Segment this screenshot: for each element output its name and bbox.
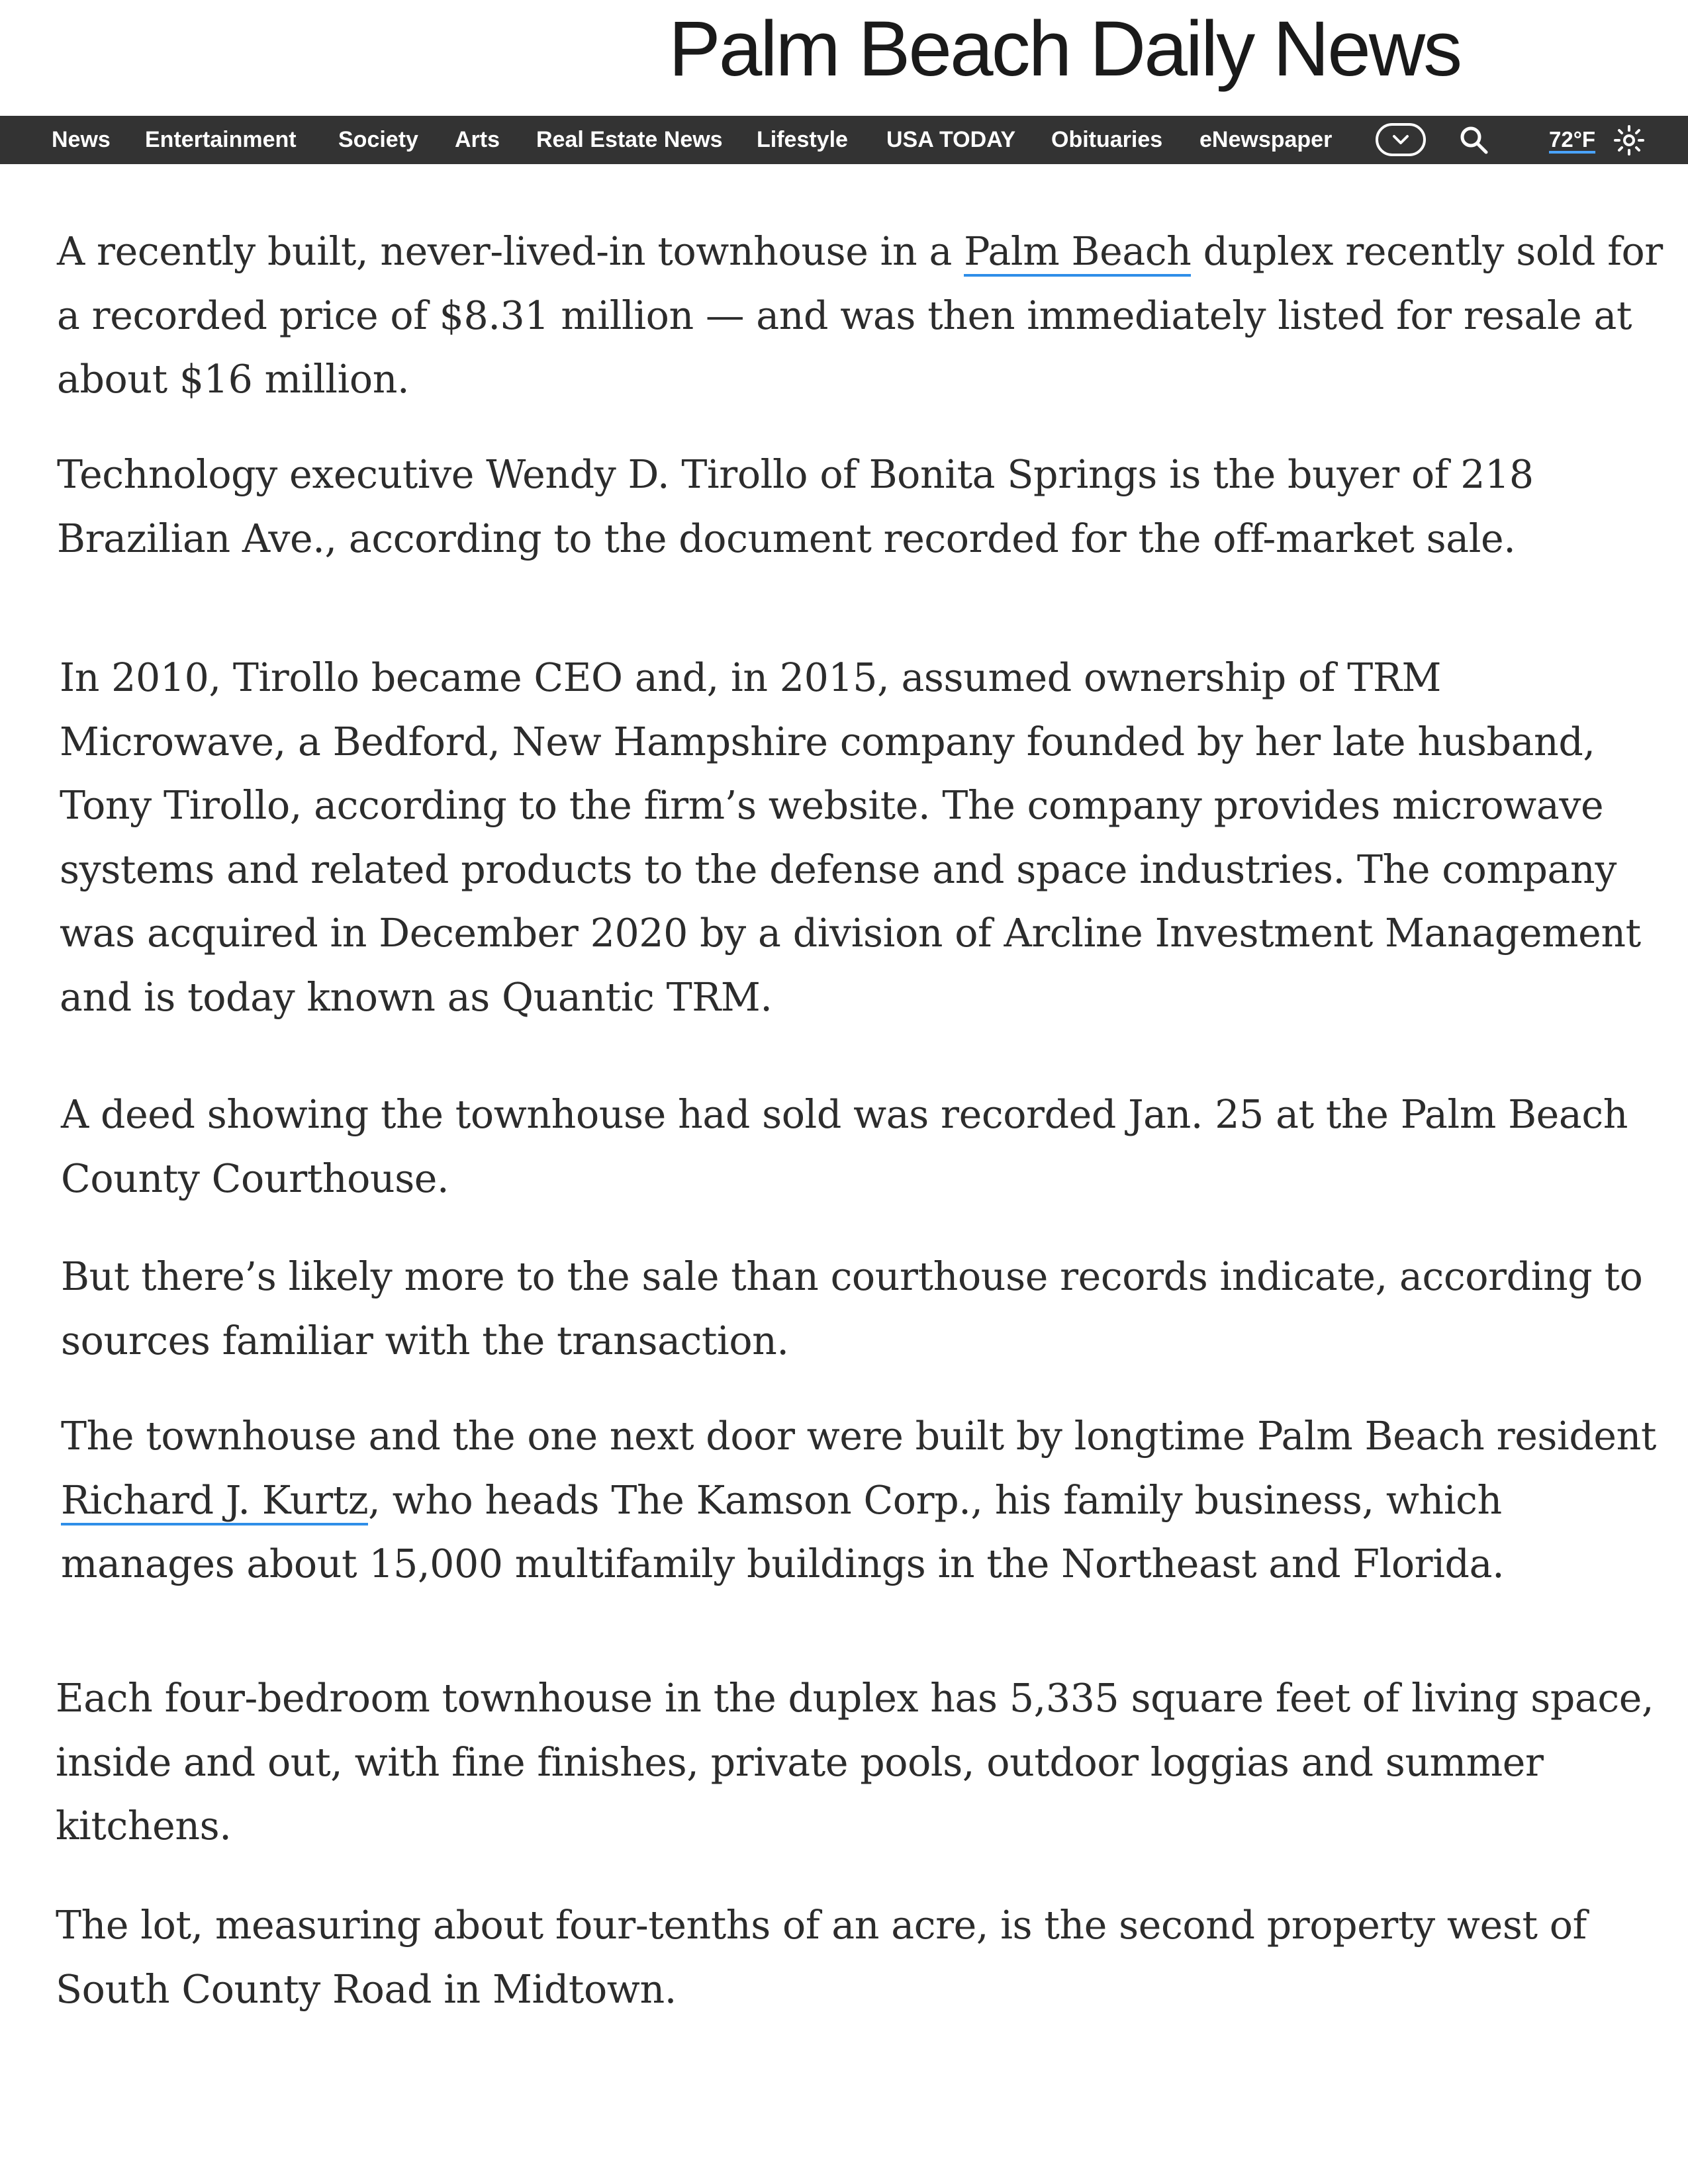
- link-palm-beach[interactable]: Palm Beach: [964, 229, 1191, 277]
- nav-item-lifestyle[interactable]: Lifestyle: [757, 127, 848, 152]
- masthead: [0, 0, 1688, 116]
- paragraph-text: duplex recently sold for a recorded price of $8.31 million — and was then immediately listed for resale at about $16 million.: [57, 229, 1663, 402]
- link-richard-j-kurtz[interactable]: Richard J. Kurtz: [61, 1478, 368, 1525]
- site-title[interactable]: Palm Beach Daily News: [669, 5, 1461, 93]
- weather-temperature[interactable]: 72°F: [1549, 127, 1596, 152]
- article-paragraph-6: [61, 1404, 1676, 1596]
- main-nav: [0, 116, 1688, 164]
- chevron-down-icon: [1391, 132, 1410, 148]
- article-paragraph-1: [57, 220, 1672, 412]
- article-paragraph-4: A deed showing the townhouse had sold was recorded Jan. 25 at the Palm Beach County Courthouse.: [61, 1092, 1628, 1201]
- nav-item-real-estate-news[interactable]: Real Estate News: [536, 127, 723, 152]
- paragraph-text: A recently built, never-lived-in townhouse in a: [57, 229, 964, 274]
- nav-item-news[interactable]: News: [52, 127, 111, 152]
- nav-item-arts[interactable]: Arts: [455, 127, 500, 152]
- nav-item-entertainment[interactable]: Entertainment: [145, 127, 297, 152]
- article-paragraph-7: Each four-bedroom townhouse in the duplex has 5,335 square feet of living space, inside and out, with fine finishes, private pools, outdoor loggias and summer kitchens.: [56, 1676, 1654, 1848]
- nav-item-usa-today[interactable]: USA TODAY: [886, 127, 1016, 152]
- nav-item-enewspaper[interactable]: eNewspaper: [1199, 127, 1333, 152]
- article-paragraph-3: In 2010, Tirollo became CEO and, in 2015, assumed ownership of TRM Microwave, a Bedford, New Hampshire company founded by her late husband, Tony Tirollo, according to the firm’s website. The company provides microwave systems and related products to the defense and space industries. The company was acquired in December 2020 by a division of Arcline Investment Management and is today known as Quantic TRM.: [60, 655, 1641, 1020]
- paragraph-text: , who heads The Kamson Corp., his family business, which manages about 15,000 multifamily buildings in the Northeast and Florida.: [61, 1477, 1505, 1586]
- sun-icon[interactable]: [1614, 125, 1644, 161]
- more-menu-button[interactable]: [1376, 123, 1426, 156]
- article-paragraph-5: But there’s likely more to the sale than courthouse records indicate, according to sources familiar with the transaction.: [61, 1254, 1643, 1363]
- article-body: [0, 164, 1688, 2184]
- nav-item-society[interactable]: Society: [338, 127, 418, 152]
- search-icon: [1458, 124, 1489, 155]
- nav-item-obituaries[interactable]: Obituaries: [1051, 127, 1163, 152]
- article-paragraph-2: Technology executive Wendy D. Tirollo of Bonita Springs is the buyer of 218 Brazilian Ave., according to the document recorded for the off-market sale.: [57, 452, 1534, 561]
- article-paragraph-8: The lot, measuring about four-tenths of an acre, is the second property west of South County Road in Midtown.: [56, 1903, 1587, 2012]
- paragraph-text: The townhouse and the one next door were built by longtime Palm Beach resident: [61, 1414, 1657, 1459]
- search-button[interactable]: [1458, 124, 1489, 161]
